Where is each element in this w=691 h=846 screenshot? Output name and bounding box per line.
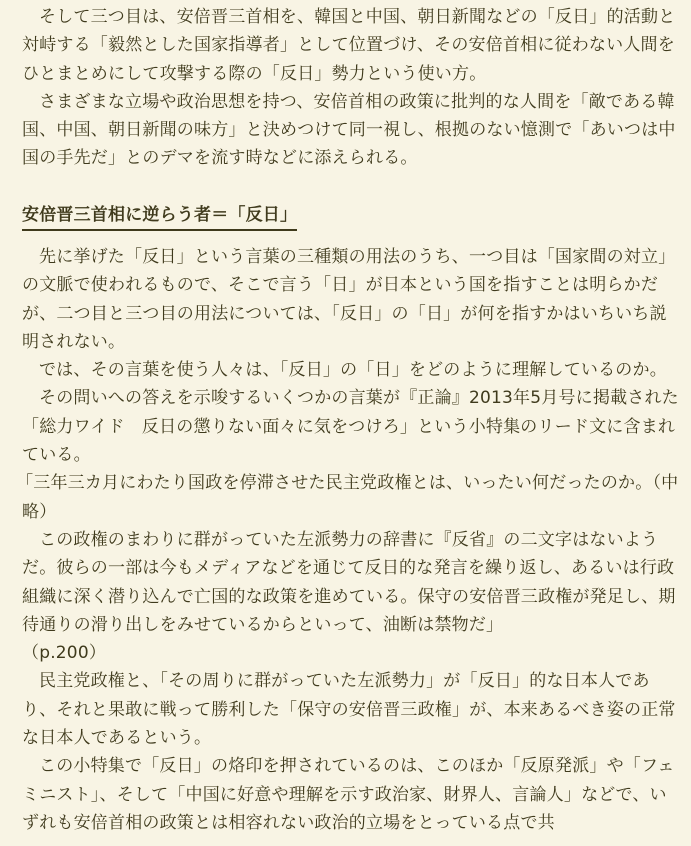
section-heading: 安倍晋三首相に逆らう者＝「反日」: [22, 201, 297, 231]
body-paragraph-3: その問いへの答えを示唆するいくつかの言葉が『正論』2013年5月号に掲載された「総力ワイド 反日の懲りない面々に気をつけろ」という小特集のリード文に含まれている。: [22, 388, 679, 466]
body-section: [16, 243, 681, 837]
body-paragraph-4: 民主党政権と、「その周りに群がっていた左派勢力」が「反日」的な日本人であり、それと果敢に戦って勝利した「保守の安倍晋三政権」が、本来あるべき姿の正常な日本人であるという。: [22, 671, 676, 749]
intro-section: [22, 3, 681, 173]
block-quote-1: 「三年三カ月にわたり国政を停滞させた民主党政権とは、いったい何だったのか。（中略）: [16, 473, 679, 522]
block-quote-2: この政権のまわりに群がっていた左派勢力の辞書に『反省』の二文字はないようだ。彼らの一部は今もメディアなどを通じて反日的な発言を繰り返し、あるいは行政組織に深く潜り込んで亡国的な政策を進めている。保守の安倍晋三政権が発足し、期待通りの滑り出しをみせているからといって、油断は禁物だ」: [22, 529, 676, 635]
page-reference: （p.200）: [22, 643, 107, 664]
body-paragraph-1: 先に挙げた「反日」という言葉の三種類の用法のうち、一つ目は「国家間の対立」の文脈で使われるもので、そこで言う「日」が日本という国を指すことは明らかだが、二つ目と三つ目の用法については、「反日」の「日」が何を指すかはいちいち説明されない。: [22, 247, 676, 352]
intro-paragraph-1: そして三つ目は、安倍晋三首相を、韓国と中国、朝日新聞などの「反日」的活動と対峙する「毅然とした国家指導者」として位置づけ、その安倍首相に従わない人間をひとまとめにして攻撃する際の「反日」勢力という使い方。: [22, 7, 676, 84]
intro-paragraph-2: さまざまな立場や政治思想を持つ、安倍首相の政策に批判的な人間を「敵である韓国、中国、朝日新聞の味方」と決めつけて同一視し、根拠のない憶測で「あいつは中国の手先だ」とのデマを流す時などに添えられる。: [22, 91, 676, 169]
body-paragraph-2: では、その言葉を使う人々は、「反日」の「日」をどのように理解しているのか。: [39, 360, 667, 381]
body-paragraph-5: この小特集で「反日」の烙印を押されているのは、このほか「反原発派」や「フェミニスト」、そして「中国に好意や理解を示す政治家、財界人、言論人」などで、いずれも安倍首相の政策とは相容れない政治的立場をとっている点で共: [22, 756, 675, 833]
